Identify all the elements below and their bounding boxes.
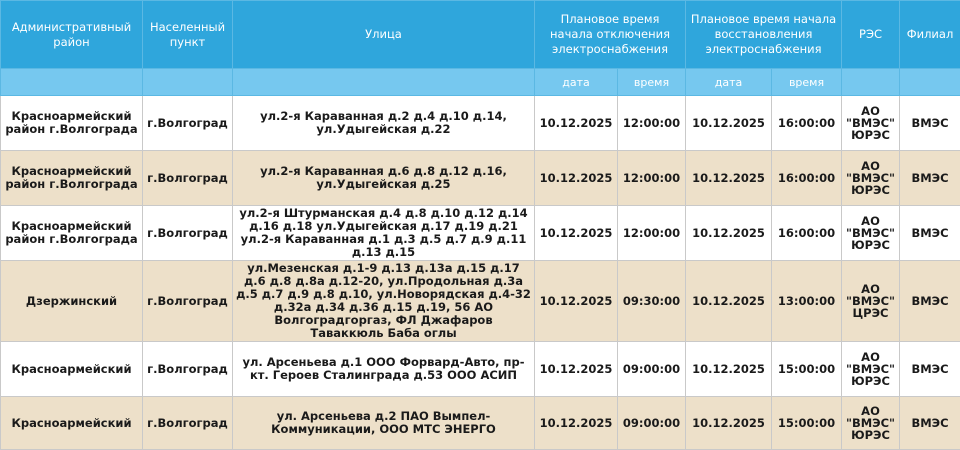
res-name: "ВМЭС" [846,226,895,240]
header-settlement: Населенный пункт [143,1,233,69]
cell-off-date: 10.12.2025 [535,151,618,206]
cell-street: ул. Арсеньева д.2 ПАО Вымпел-Коммуникации, ООО МТС ЭНЕРГО [233,397,535,450]
cell-off-date: 10.12.2025 [535,397,618,450]
res-org: АО [861,282,880,296]
cell-branch: ВМЭС [900,261,960,342]
res-name: "ВМЭС" [846,416,895,430]
res-unit: ЮРЭС [851,374,890,388]
res-name: "ВМЭС" [846,116,895,130]
cell-off-date: 10.12.2025 [535,96,618,151]
table-row [1,151,960,206]
cell-settlement: г.Волгоград [143,96,233,151]
cell-off-time: 09:00:00 [618,342,686,397]
cell-restore-time: 16:00:00 [772,206,842,261]
res-name: "ВМЭС" [846,294,895,308]
res-org: АО [861,104,880,118]
res-org: АО [861,159,880,173]
subheader-off-date: дата [535,69,618,96]
cell-off-time: 09:00:00 [618,397,686,450]
table-row [1,206,960,261]
cell-res [842,397,900,450]
cell-district: Красноармейский [1,342,143,397]
cell-res [842,342,900,397]
cell-street: ул.2-я Штурманская д.4 д.8 д.10 д.12 д.14 д.16 д.18 ул.Удыгейская д.17 д.19 д.21 ул.2-я Караванная д.1 д.3 д.5 д.7 д.9 д.11 д.13 д.15 [233,206,535,261]
header-street: Улица [233,1,535,69]
res-org: АО [861,404,880,418]
header-row [1,1,960,69]
cell-street: ул.2-я Караванная д.6 д.8 д.12 д.16, ул.Удыгейская д.25 [233,151,535,206]
res-unit: ЮРЭС [851,238,890,252]
res-org: АО [861,350,880,364]
header-district: Административный район [1,1,143,69]
subheader-off-time: время [618,69,686,96]
cell-off-date: 10.12.2025 [535,261,618,342]
cell-branch: ВМЭС [900,206,960,261]
res-name: "ВМЭС" [846,171,895,185]
cell-settlement: г.Волгоград [143,151,233,206]
cell-off-date: 10.12.2025 [535,342,618,397]
cell-district: Красноармейский район г.Волгограда [1,96,143,151]
cell-settlement: г.Волгоград [143,261,233,342]
cell-street: ул.Мезенская д.1-9 д.13 д.13а д.15 д.17 д.6 д.8 д.8а д.12-20, ул.Продольная д.3а д.5 д.7 д.9 д.8 д.10, ул.Новорядская д.4-32 д.32а д.34 д.36 д.15 д.19, 56 АО Волгоградгоргаз, ФЛ Джафаров Таваккюль Баба оглы [233,261,535,342]
cell-restore-time: 16:00:00 [772,96,842,151]
subheader-restore-date: дата [686,69,772,96]
subheader-empty [842,69,900,96]
table-row [1,342,960,397]
cell-off-time: 12:00:00 [618,96,686,151]
cell-branch: ВМЭС [900,96,960,151]
cell-restore-time: 15:00:00 [772,342,842,397]
table-row [1,397,960,450]
subheader-empty [1,69,143,96]
cell-branch: ВМЭС [900,151,960,206]
table-row [1,96,960,151]
table-row [1,261,960,342]
subheader-empty [143,69,233,96]
cell-street: ул. Арсеньева д.1 ООО Форвард-Авто, пр-кт. Героев Сталинграда д.53 ООО АСИП [233,342,535,397]
cell-off-date: 10.12.2025 [535,206,618,261]
cell-off-time: 12:00:00 [618,206,686,261]
cell-res [842,151,900,206]
cell-district: Красноармейский [1,397,143,450]
res-unit: ЮРЭС [851,183,890,197]
cell-restore-date: 10.12.2025 [686,261,772,342]
res-unit: ЦРЭС [853,306,889,320]
cell-restore-date: 10.12.2025 [686,342,772,397]
cell-off-time: 12:00:00 [618,151,686,206]
cell-restore-date: 10.12.2025 [686,151,772,206]
subheader-restore-time: время [772,69,842,96]
res-unit: ЮРЭС [851,428,890,442]
header-res: РЭС [842,1,900,69]
res-org: АО [861,214,880,228]
cell-district: Дзержинский [1,261,143,342]
cell-settlement: г.Волгоград [143,206,233,261]
cell-settlement: г.Волгоград [143,397,233,450]
cell-res [842,206,900,261]
subheader-empty [233,69,535,96]
cell-restore-time: 13:00:00 [772,261,842,342]
subheader-empty [900,69,960,96]
cell-street: ул.2-я Караванная д.2 д.4 д.10 д.14, ул.Удыгейская д.22 [233,96,535,151]
res-name: "ВМЭС" [846,362,895,376]
cell-off-time: 09:30:00 [618,261,686,342]
cell-restore-date: 10.12.2025 [686,206,772,261]
res-unit: ЮРЭС [851,128,890,142]
cell-restore-time: 15:00:00 [772,397,842,450]
cell-settlement: г.Волгоград [143,342,233,397]
header-branch: Филиал [900,1,960,69]
cell-restore-date: 10.12.2025 [686,96,772,151]
subheader-row [1,69,960,96]
header-off-time: Плановое время начала отключения электроснабжения [535,1,686,69]
cell-restore-time: 16:00:00 [772,151,842,206]
cell-district: Красноармейский район г.Волгограда [1,206,143,261]
cell-district: Красноармейский район г.Волгограда [1,151,143,206]
cell-branch: ВМЭС [900,397,960,450]
header-restore-time: Плановое время начала восстановления электроснабжения [686,1,842,69]
cell-res [842,261,900,342]
cell-branch: ВМЭС [900,342,960,397]
cell-restore-date: 10.12.2025 [686,397,772,450]
cell-res [842,96,900,151]
